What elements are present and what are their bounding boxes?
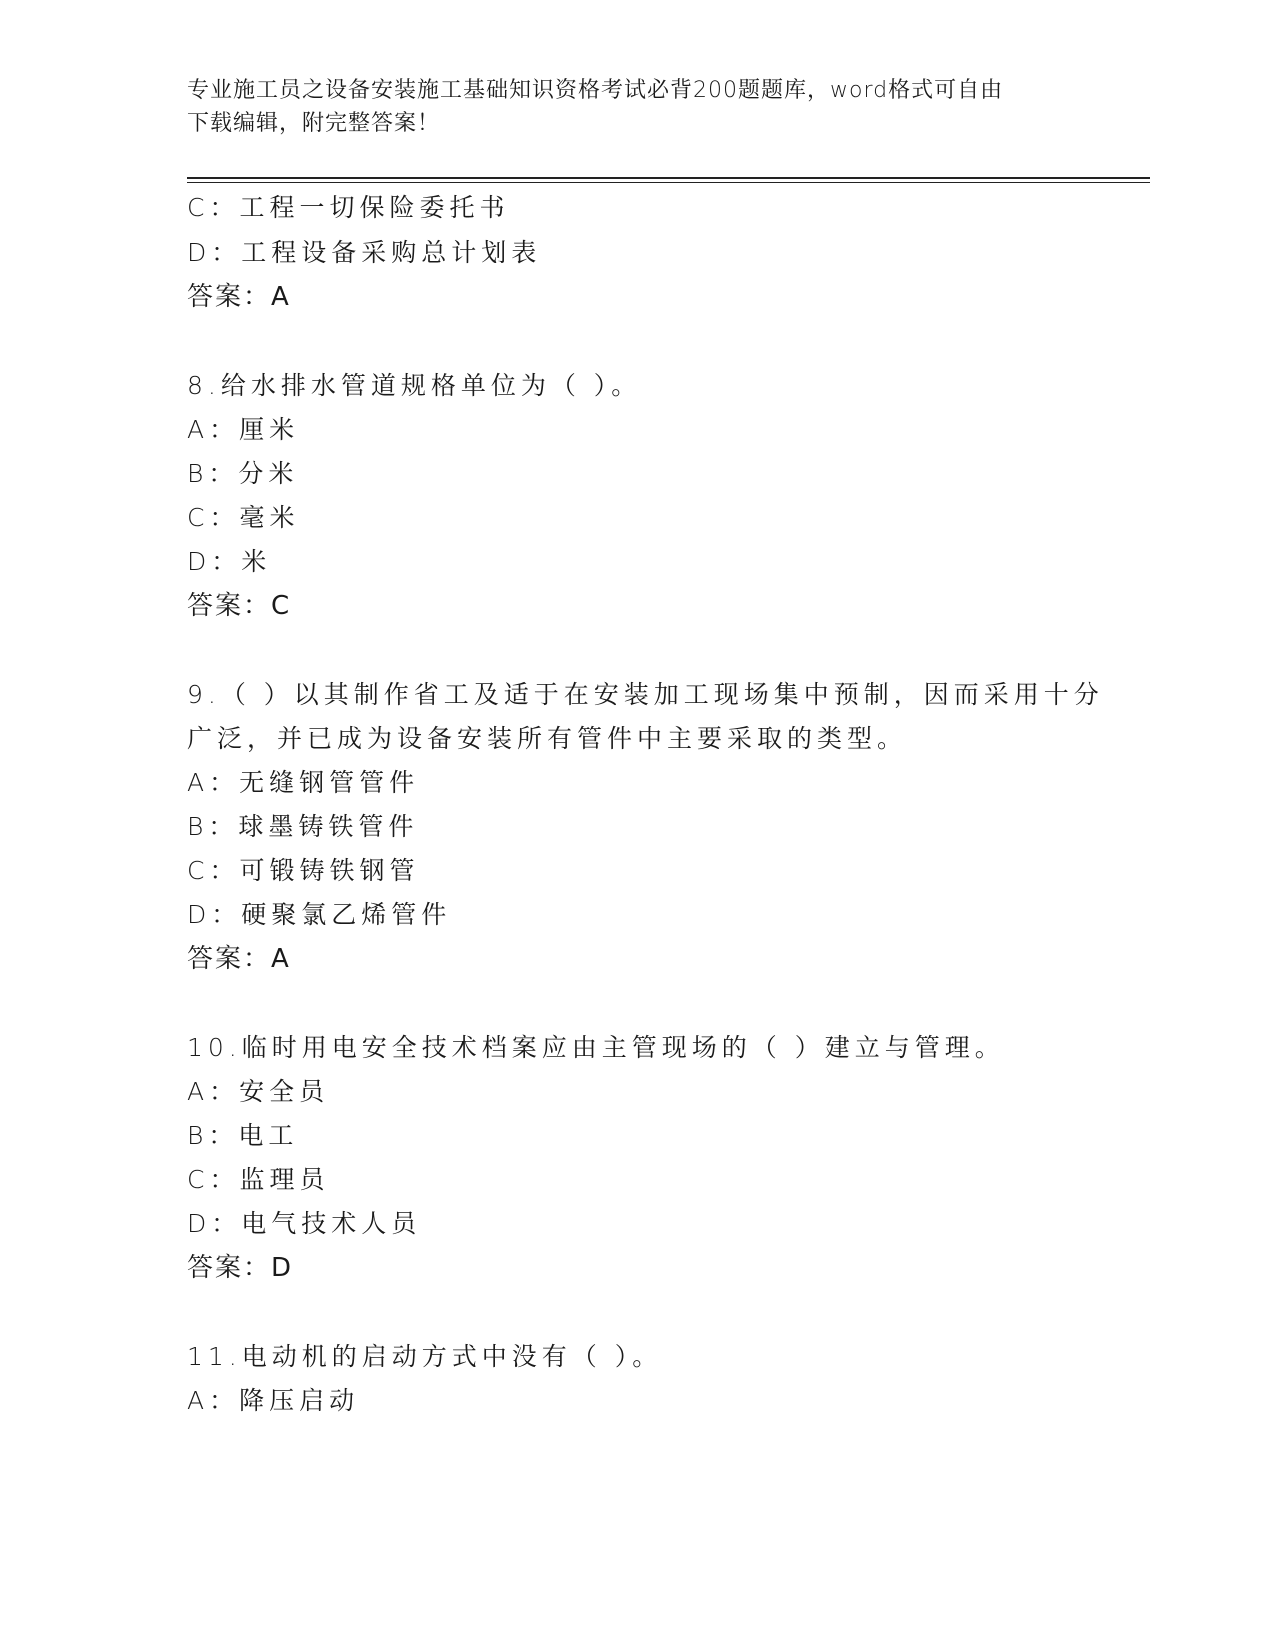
header-title-line-1: 专业施工员之设备安装施工基础知识资格考试必背200题题库，word格式可自由 [187, 78, 1004, 103]
option-line: A：安全员 [187, 1077, 330, 1106]
answer-line: 答案：D [187, 1253, 294, 1283]
header-rule-thick [187, 177, 1150, 179]
option-line: B：球墨铸铁管件 [187, 812, 419, 841]
question-line: 9.（ ）以其制作省工及适于在安装加工现场集中预制，因而采用十分 [187, 680, 1104, 709]
option-line: A：无缝钢管管件 [187, 768, 420, 797]
option-line: D：米 [187, 547, 272, 576]
option-line: C：毫米 [187, 503, 300, 532]
question-line: 10.临时用电安全技术档案应由主管现场的（ ）建立与管理。 [187, 1033, 1005, 1062]
option-line: C：监理员 [187, 1165, 330, 1194]
question-line: 8.给水排水管道规格单位为（ ）。 [187, 371, 642, 400]
answer-line: 答案：C [187, 591, 292, 621]
question-line: 广泛，并已成为设备安装所有管件中主要采取的类型。 [187, 724, 908, 753]
question-line: 11.电动机的启动方式中没有（ ）。 [187, 1342, 663, 1371]
header-title-line-2: 下载编辑，附完整答案！ [187, 111, 441, 136]
option-line: D：硬聚氯乙烯管件 [187, 900, 452, 929]
option-line: B：电工 [187, 1121, 299, 1150]
option-line: A：降压启动 [187, 1386, 360, 1415]
option-line: C：工程一切保险委托书 [187, 193, 510, 222]
answer-line: 答案：A [187, 944, 291, 974]
option-line: C：可锻铸铁钢管 [187, 856, 420, 885]
answer-line: 答案：A [187, 282, 291, 312]
option-line: B：分米 [187, 459, 299, 488]
option-line: D：工程设备采购总计划表 [187, 238, 542, 267]
page-header [187, 74, 1067, 140]
option-line: D：电气技术人员 [187, 1209, 422, 1238]
header-rule-thin [187, 182, 1150, 183]
option-line: A：厘米 [187, 415, 300, 444]
